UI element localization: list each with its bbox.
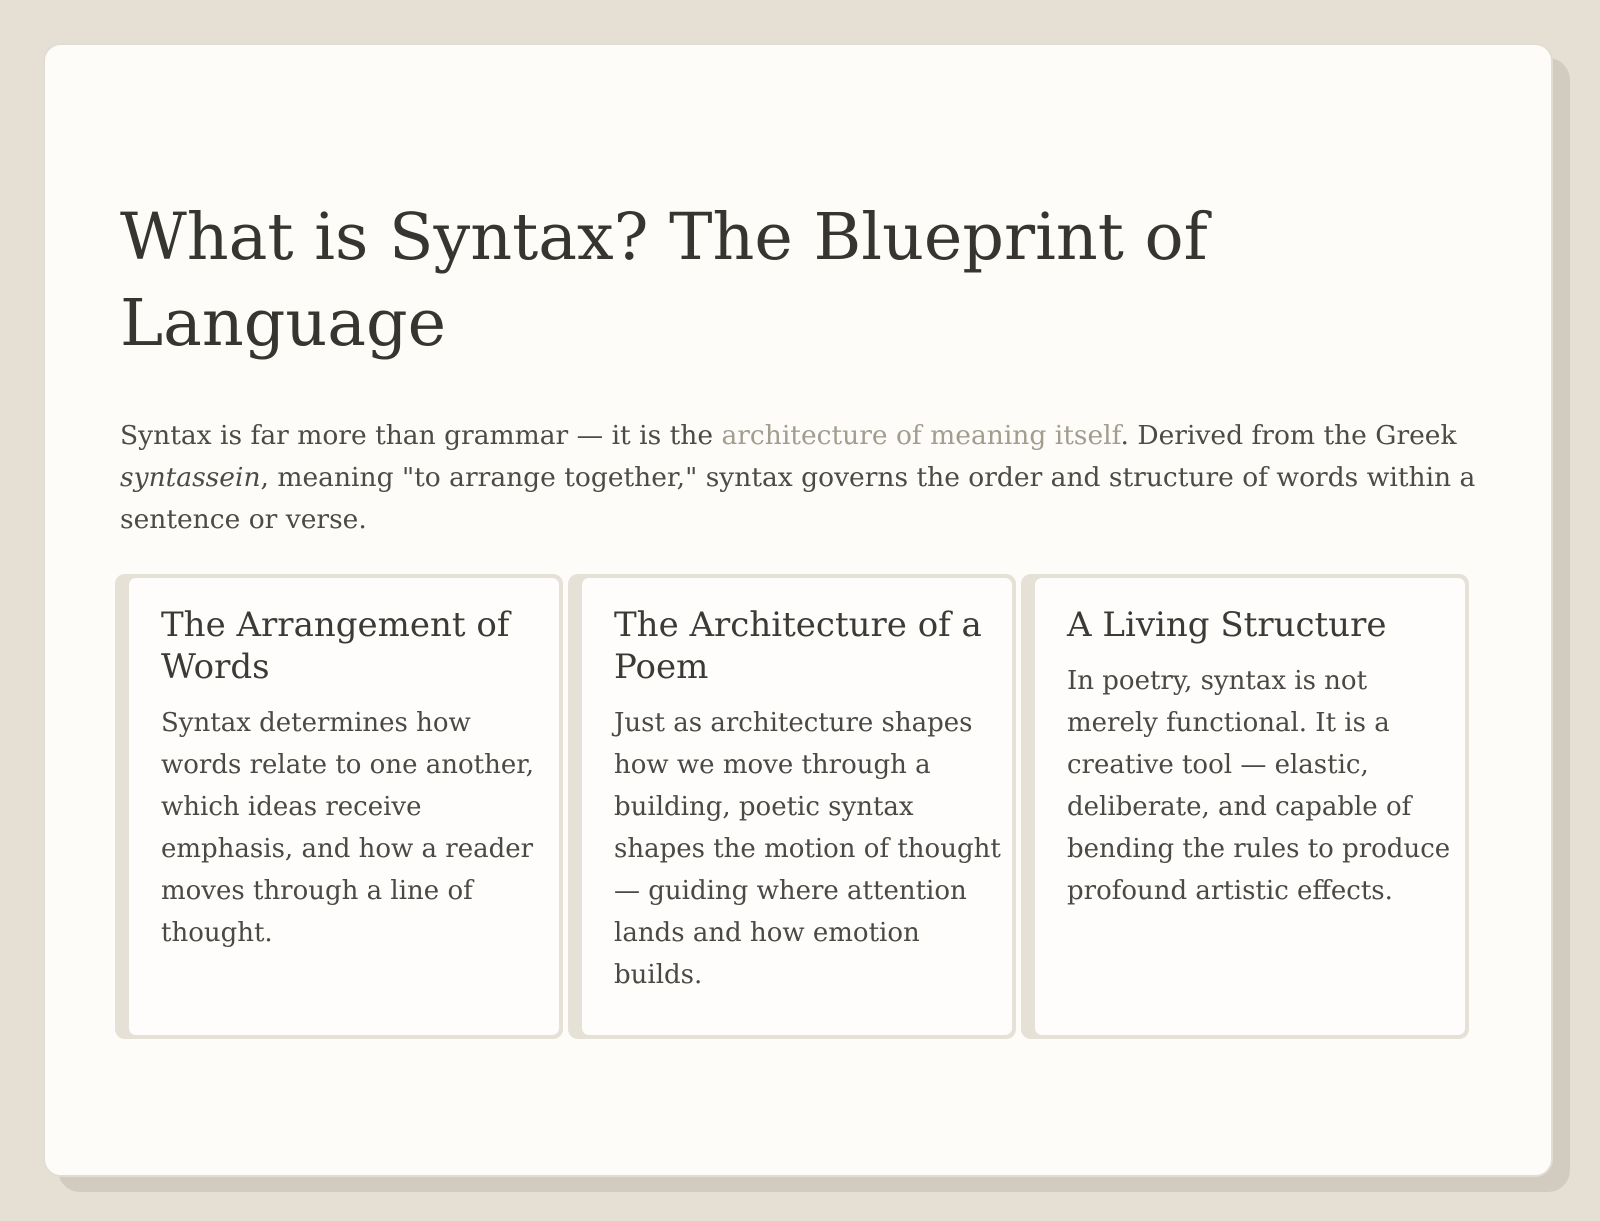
feature-card-text: In poetry, syntax is not merely functional. It is a creative tool — elastic, deliberate, and capable of bending the rules to produce profound artistic effects. (1067, 666, 1451, 906)
feature-card-panel (129, 578, 559, 1035)
feature-card-panel (1035, 578, 1465, 1035)
feature-card-living-structure (1021, 574, 1469, 1039)
intro-paragraph (120, 415, 1480, 541)
highlighted-phrase[interactable]: architecture of meaning itself (721, 420, 1121, 451)
page-title: What is Syntax? The Blueprint of Language (120, 200, 1208, 361)
greek-term: syntassein (120, 462, 261, 493)
intro-text-middle: . Derived from the Greek (1120, 420, 1457, 451)
content-card (43, 43, 1553, 1177)
feature-card-title: The Architecture of a Poem (614, 605, 982, 687)
intro-text-end: , meaning "to arrange together," syntax governs the order and structure of words within a sentence or verse. (120, 462, 1476, 535)
feature-card-text: Just as architecture shapes how we move through a building, poetic syntax shapes the motion of thought — guiding where attention lands and how emotion builds. (614, 708, 1001, 990)
intro-text-start: Syntax is far more than grammar — it is the (120, 420, 722, 451)
feature-card-title: The Arrangement of Words (161, 605, 510, 687)
feature-card-title: A Living Structure (1067, 605, 1387, 645)
feature-card-arrangement (115, 574, 563, 1039)
feature-card-panel (582, 578, 1012, 1035)
feature-card-architecture (568, 574, 1016, 1039)
feature-cards (115, 574, 1515, 1044)
feature-card-text: Syntax determines how words relate to one another, which ideas receive emphasis, and how a reader moves through a line of thought. (161, 708, 535, 948)
